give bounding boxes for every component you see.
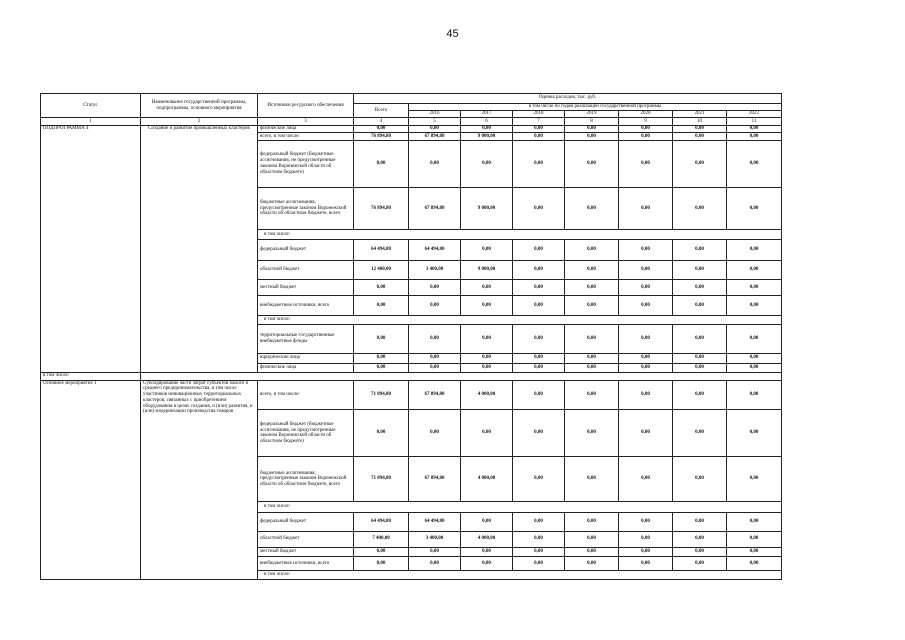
value-cell: 0,00 xyxy=(727,531,782,547)
value-cell: 0,00 xyxy=(409,410,461,457)
value-cell: 71 894,80 xyxy=(354,380,409,410)
column-number: 5 xyxy=(409,118,461,125)
value-cell: 0,00 xyxy=(727,512,782,531)
value-cell: 0,00 xyxy=(673,187,727,230)
value-cell: 0,00 xyxy=(727,296,782,315)
column-number: 1 xyxy=(41,118,141,125)
source-label: в том числе: xyxy=(258,502,782,513)
value-cell: 0,00 xyxy=(513,325,565,354)
header-year: 2021 xyxy=(673,111,727,118)
value-cell: 0,00 xyxy=(354,410,409,457)
value-cell: 0,00 xyxy=(461,140,513,187)
table-row xyxy=(41,373,782,380)
value-cell: 0,00 xyxy=(354,325,409,354)
header-name: Наименование государственной программы, подпрограммы, основного мероприятия xyxy=(141,94,258,118)
value-cell: 0,00 xyxy=(513,187,565,230)
header-status: Статус xyxy=(41,94,141,118)
page-number: 45 xyxy=(446,28,459,40)
value-cell: 0,00 xyxy=(461,325,513,354)
value-cell: 0,00 xyxy=(673,140,727,187)
value-cell: 0,00 xyxy=(673,547,727,557)
header-source: Источники ресурсного обеспечения xyxy=(258,94,354,118)
header-year: 2017 xyxy=(461,111,513,118)
value-cell: 0,00 xyxy=(619,140,673,187)
value-cell: 0,00 xyxy=(619,547,673,557)
value-cell: 0,00 xyxy=(409,363,461,373)
value-cell: 4 000,00 xyxy=(461,457,513,502)
value-cell: 3 400,00 xyxy=(409,261,461,280)
value-cell: 0,00 xyxy=(409,125,461,132)
value-cell: 0,00 xyxy=(565,457,619,502)
value-cell: 0,00 xyxy=(513,125,565,132)
source-label: федеральный бюджет xyxy=(258,512,354,531)
source-label: внебюджетные источники, всего xyxy=(258,296,354,315)
value-cell: 0,00 xyxy=(727,410,782,457)
header-total: Всего xyxy=(354,103,409,118)
value-cell: 0,00 xyxy=(565,512,619,531)
header-year: 2019 xyxy=(565,111,619,118)
value-cell: 0,00 xyxy=(565,353,619,363)
value-cell: 0,00 xyxy=(513,280,565,296)
column-number: 2 xyxy=(141,118,258,125)
value-cell: 0,00 xyxy=(565,280,619,296)
value-cell: 0,00 xyxy=(727,363,782,373)
value-cell: 0,00 xyxy=(354,125,409,132)
value-cell: 0,00 xyxy=(673,325,727,354)
value-cell: 0,00 xyxy=(565,380,619,410)
value-cell: 0,00 xyxy=(619,353,673,363)
value-cell: 0,00 xyxy=(461,410,513,457)
header-year: 2018 xyxy=(513,111,565,118)
value-cell: 0,00 xyxy=(727,557,782,571)
value-cell: 0,00 xyxy=(619,187,673,230)
value-cell: 0,00 xyxy=(619,363,673,373)
source-label: местный бюджет xyxy=(258,547,354,557)
value-cell: 0,00 xyxy=(513,512,565,531)
value-cell: 64 494,80 xyxy=(409,512,461,531)
value-cell: 0,00 xyxy=(727,380,782,410)
source-label: федеральный бюджет xyxy=(258,239,354,260)
value-cell: 0,00 xyxy=(619,125,673,132)
value-cell: 0,00 xyxy=(619,531,673,547)
value-cell: 67 894,80 xyxy=(409,133,461,140)
source-label: всего, в том числе: xyxy=(258,133,354,140)
value-cell: 0,00 xyxy=(727,457,782,502)
empty-cell xyxy=(141,373,782,380)
row-name: Создание и развитие промышленных кластеров xyxy=(141,125,258,372)
row-status: Основное мероприятие 1 xyxy=(41,380,141,579)
value-cell: 0,00 xyxy=(673,557,727,571)
source-label: территориальные государственные внебюджетные фонды xyxy=(258,325,354,354)
value-cell: 0,00 xyxy=(619,296,673,315)
column-number: 7 xyxy=(513,118,565,125)
value-cell: 9 000,00 xyxy=(461,133,513,140)
header-year: 2016 xyxy=(409,111,461,118)
value-cell: 0,00 xyxy=(354,353,409,363)
column-number: 8 xyxy=(565,118,619,125)
value-cell: 0,00 xyxy=(461,557,513,571)
value-cell: 0,00 xyxy=(409,353,461,363)
source-label: физические лица xyxy=(258,125,354,132)
value-cell: 0,00 xyxy=(565,239,619,260)
row-name: Субсидирование части затрат субъектов малого и среднего предпринимательства, в том числе участников инновационных территориальных кластеров, связанных с приобретением оборудования в целях создания, и (или) развития, и (или) модернизации производства товаров xyxy=(141,380,258,579)
value-cell: 0,00 xyxy=(673,125,727,132)
value-cell: 0,00 xyxy=(513,380,565,410)
source-label: областной бюджет xyxy=(258,261,354,280)
value-cell: 0,00 xyxy=(565,140,619,187)
source-label: внебюджетные источники, всего xyxy=(258,557,354,571)
value-cell: 76 894,80 xyxy=(354,133,409,140)
value-cell: 0,00 xyxy=(727,261,782,280)
value-cell: 0,00 xyxy=(354,296,409,315)
value-cell: 0,00 xyxy=(565,296,619,315)
value-cell: 0,00 xyxy=(461,239,513,260)
value-cell: 0,00 xyxy=(727,125,782,132)
source-label: бюджетные ассигнования, предусмотренные законом Воронежской области об областном бюджете, всего xyxy=(258,457,354,502)
source-label: физические лица xyxy=(258,363,354,373)
value-cell: 0,00 xyxy=(673,133,727,140)
row-status: ПОДПРОГРАММА 4 xyxy=(41,125,141,372)
value-cell: 0,00 xyxy=(461,512,513,531)
value-cell: 0,00 xyxy=(727,187,782,230)
value-cell: 0,00 xyxy=(565,531,619,547)
value-cell: 0,00 xyxy=(461,353,513,363)
value-cell: 9 000,00 xyxy=(461,261,513,280)
source-label: в том числе: xyxy=(258,571,782,580)
value-cell: 0,00 xyxy=(565,547,619,557)
header-year: 2022 xyxy=(727,111,782,118)
value-cell: 0,00 xyxy=(461,547,513,557)
header-year: 2020 xyxy=(619,111,673,118)
source-label: бюджетные ассигнования, предусмотренные законом Воронежской области об областном бюджете, всего xyxy=(258,187,354,230)
value-cell: 12 400,00 xyxy=(354,261,409,280)
value-cell: 0,00 xyxy=(354,557,409,571)
value-cell: 0,00 xyxy=(513,239,565,260)
value-cell: 0,00 xyxy=(673,353,727,363)
value-cell: 9 000,00 xyxy=(461,187,513,230)
value-cell: 0,00 xyxy=(673,410,727,457)
source-label: в том числе: xyxy=(258,315,782,325)
value-cell: 0,00 xyxy=(409,296,461,315)
value-cell: 0,00 xyxy=(619,325,673,354)
value-cell: 76 894,80 xyxy=(354,187,409,230)
value-cell: 0,00 xyxy=(619,239,673,260)
source-label: областной бюджет xyxy=(258,531,354,547)
value-cell: 0,00 xyxy=(565,261,619,280)
value-cell: 0,00 xyxy=(727,353,782,363)
source-label: федеральный бюджет (бюджетные ассигнования, не предусмотренные законом Воронежской области об областном бюджете) xyxy=(258,410,354,457)
source-label: местный бюджет xyxy=(258,280,354,296)
value-cell: 0,00 xyxy=(619,261,673,280)
value-cell: 0,00 xyxy=(565,133,619,140)
value-cell: 0,00 xyxy=(673,363,727,373)
value-cell: 0,00 xyxy=(461,125,513,132)
value-cell: 0,00 xyxy=(513,140,565,187)
value-cell: 64 494,80 xyxy=(354,239,409,260)
column-number: 11 xyxy=(727,118,782,125)
value-cell: 0,00 xyxy=(673,512,727,531)
value-cell: 0,00 xyxy=(565,363,619,373)
value-cell: 0,00 xyxy=(619,557,673,571)
value-cell: 0,00 xyxy=(727,280,782,296)
value-cell: 0,00 xyxy=(513,547,565,557)
value-cell: 64 494,80 xyxy=(354,512,409,531)
value-cell: 0,00 xyxy=(619,380,673,410)
table-row xyxy=(41,380,782,410)
value-cell: 0,00 xyxy=(513,363,565,373)
value-cell: 0,00 xyxy=(619,512,673,531)
row-note: в том числе: xyxy=(41,373,141,380)
value-cell: 3 400,00 xyxy=(409,531,461,547)
value-cell: 0,00 xyxy=(673,280,727,296)
value-cell: 0,00 xyxy=(461,280,513,296)
column-number: 3 xyxy=(258,118,354,125)
value-cell: 0,00 xyxy=(354,280,409,296)
value-cell: 0,00 xyxy=(673,261,727,280)
value-cell: 0,00 xyxy=(409,325,461,354)
value-cell: 64 494,80 xyxy=(409,239,461,260)
value-cell: 0,00 xyxy=(461,363,513,373)
value-cell: 0,00 xyxy=(513,353,565,363)
value-cell: 0,00 xyxy=(727,133,782,140)
value-cell: 0,00 xyxy=(565,557,619,571)
column-number: 10 xyxy=(673,118,727,125)
value-cell: 0,00 xyxy=(673,296,727,315)
value-cell: 0,00 xyxy=(461,296,513,315)
source-label: федеральный бюджет (бюджетные ассигнования, не предусмотренные законом Воронежской области об областном бюджете) xyxy=(258,140,354,187)
column-number: 9 xyxy=(619,118,673,125)
value-cell: 71 894,80 xyxy=(354,457,409,502)
value-cell: 4 000,00 xyxy=(461,380,513,410)
value-cell: 0,00 xyxy=(513,296,565,315)
source-label: юридические лица xyxy=(258,353,354,363)
source-label: всего, в том числе: xyxy=(258,380,354,410)
value-cell: 0,00 xyxy=(619,457,673,502)
value-cell: 0,00 xyxy=(673,457,727,502)
value-cell: 0,00 xyxy=(409,547,461,557)
value-cell: 0,00 xyxy=(727,547,782,557)
source-label: в том числе: xyxy=(258,230,782,240)
value-cell: 0,00 xyxy=(409,140,461,187)
value-cell: 0,00 xyxy=(727,325,782,354)
value-cell: 0,00 xyxy=(513,531,565,547)
header-estimate: Оценка расходов, тыс. руб. xyxy=(354,94,782,104)
header-by-years: в том числе по годам реализации государственной программы xyxy=(409,103,782,110)
value-cell: 0,00 xyxy=(513,133,565,140)
value-cell: 0,00 xyxy=(673,531,727,547)
value-cell: 0,00 xyxy=(354,547,409,557)
column-number: 4 xyxy=(354,118,409,125)
value-cell: 67 894,80 xyxy=(409,457,461,502)
table-row xyxy=(41,125,782,132)
budget-table xyxy=(40,93,782,580)
value-cell: 0,00 xyxy=(673,380,727,410)
value-cell: 0,00 xyxy=(513,410,565,457)
value-cell: 0,00 xyxy=(565,125,619,132)
value-cell: 0,00 xyxy=(354,363,409,373)
column-number: 6 xyxy=(461,118,513,125)
value-cell: 0,00 xyxy=(673,239,727,260)
value-cell: 7 400,00 xyxy=(354,531,409,547)
value-cell: 0,00 xyxy=(565,410,619,457)
value-cell: 0,00 xyxy=(619,410,673,457)
value-cell: 0,00 xyxy=(727,140,782,187)
value-cell: 0,00 xyxy=(619,133,673,140)
value-cell: 0,00 xyxy=(409,280,461,296)
value-cell: 0,00 xyxy=(619,280,673,296)
value-cell: 0,00 xyxy=(354,140,409,187)
value-cell: 0,00 xyxy=(409,557,461,571)
value-cell: 0,00 xyxy=(513,261,565,280)
value-cell: 0,00 xyxy=(513,557,565,571)
value-cell: 0,00 xyxy=(727,239,782,260)
value-cell: 0,00 xyxy=(565,187,619,230)
value-cell: 0,00 xyxy=(565,325,619,354)
value-cell: 0,00 xyxy=(513,457,565,502)
value-cell: 67 894,80 xyxy=(409,380,461,410)
value-cell: 4 000,00 xyxy=(461,531,513,547)
value-cell: 67 894,80 xyxy=(409,187,461,230)
